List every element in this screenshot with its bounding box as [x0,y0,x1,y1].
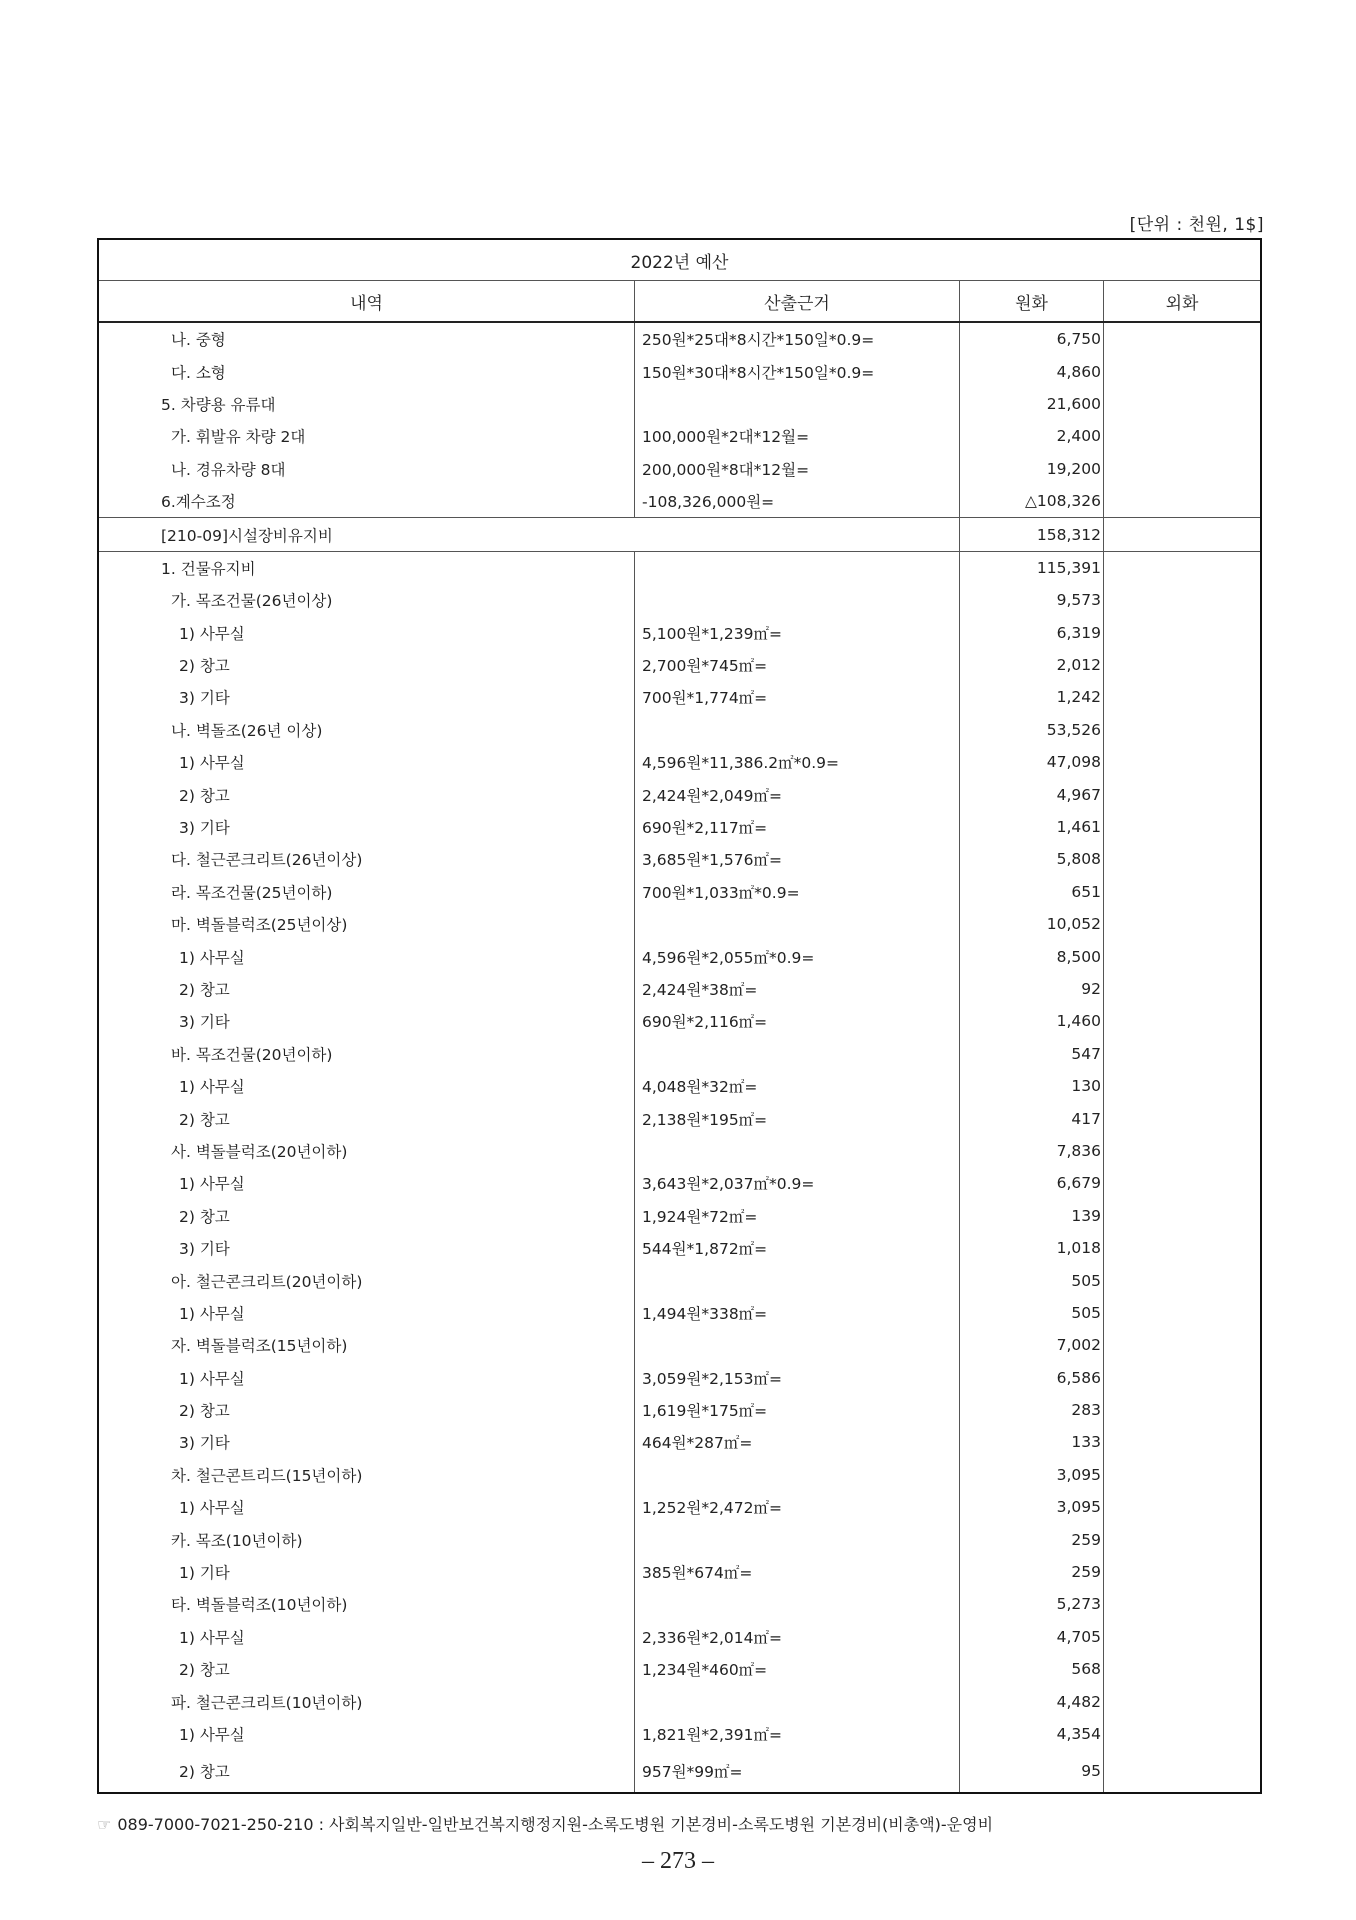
basis-cell: 2,424원*38㎡= [635,973,960,1005]
basis-cell [635,1135,960,1167]
basis-cell: 3,643원*2,037㎡*0.9= [635,1167,960,1199]
table-row [99,1750,1260,1792]
krw-cell: 259 [960,1523,1104,1555]
basis-cell [635,908,960,940]
foreign-cell [1104,649,1260,681]
item-cell: 3) 기타 [99,681,635,713]
foreign-cell [1104,1362,1260,1394]
foreign-cell [1104,681,1260,713]
krw-cell: 9,573 [960,584,1104,616]
table-row [99,1459,1260,1491]
table-row [99,388,1260,420]
section-row [99,517,1260,551]
item-cell: 3) 기타 [99,1005,635,1037]
table-body-bottom [99,552,1260,1792]
item-cell: 1) 사무실 [99,940,635,972]
krw-cell: 6,750 [960,323,1104,355]
item-cell: 나. 중형 [99,323,635,355]
table-row [99,940,1260,972]
krw-cell: 5,808 [960,843,1104,875]
basis-cell: 1,821원*2,391㎡= [635,1718,960,1750]
item-cell: 바. 목조건물(20년이하) [99,1038,635,1070]
item-cell: 2) 창고 [99,778,635,810]
foreign-cell [1104,1264,1260,1296]
table-header-row [99,281,1260,323]
krw-cell: 115,391 [960,552,1104,584]
basis-cell: 2,424원*2,049㎡= [635,778,960,810]
foreign-cell [1104,1232,1260,1264]
item-cell: 1) 사무실 [99,1167,635,1199]
krw-cell: 6,586 [960,1362,1104,1394]
basis-cell [635,1329,960,1361]
foreign-cell [1104,388,1260,420]
footnote-text: 089-7000-7021-250-210 : 사회복지일반-일반보건복지행정지원-소록도병원 기본경비-소록도병원 기본경비(비총액)-운영비 [117,1815,994,1834]
foreign-cell [1104,811,1260,843]
krw-cell: 2,400 [960,420,1104,452]
foreign-cell [1104,1491,1260,1523]
krw-cell: 547 [960,1038,1104,1070]
basis-cell [635,388,960,420]
basis-cell [635,1264,960,1296]
basis-cell: 385원*674㎡= [635,1556,960,1588]
krw-cell: 4,482 [960,1685,1104,1717]
krw-cell: 8,500 [960,940,1104,972]
table-row [99,1491,1260,1523]
table-row [99,746,1260,778]
table-row [99,811,1260,843]
table-row [99,1005,1260,1037]
basis-cell: 464원*287㎡= [635,1426,960,1458]
item-cell: 가. 목조건물(26년이상) [99,584,635,616]
foreign-cell [1104,1167,1260,1199]
foreign-cell [1104,617,1260,649]
item-cell: 2) 창고 [99,1750,635,1792]
krw-cell: 3,095 [960,1459,1104,1491]
table-row [99,617,1260,649]
item-cell: 3) 기타 [99,1232,635,1264]
krw-cell: 651 [960,876,1104,908]
item-cell: 1) 사무실 [99,1070,635,1102]
table-row [99,1556,1260,1588]
foreign-cell [1104,908,1260,940]
krw-cell: 505 [960,1264,1104,1296]
basis-cell: 4,596원*2,055㎡*0.9= [635,940,960,972]
krw-cell: 5,273 [960,1588,1104,1620]
table-row [99,876,1260,908]
item-cell: 1. 건물유지비 [99,552,635,584]
basis-cell: 200,000원*8대*12월= [635,453,960,485]
krw-cell: 10,052 [960,908,1104,940]
item-cell: 자. 벽돌블럭조(15년이하) [99,1329,635,1361]
basis-cell: 690원*2,116㎡= [635,1005,960,1037]
foreign-cell [1104,843,1260,875]
krw-cell: 568 [960,1653,1104,1685]
basis-cell: 4,048원*32㎡= [635,1070,960,1102]
foreign-cell [1104,1297,1260,1329]
foreign-cell [1104,1005,1260,1037]
section-krw: 158,312 [960,518,1104,550]
header-foreign: 외화 [1165,293,1199,314]
foreign-cell [1104,1653,1260,1685]
basis-cell [635,714,960,746]
foreign-cell [1104,420,1260,452]
pointing-hand-icon: ☞ [97,1815,112,1834]
table-row [99,1135,1260,1167]
foreign-cell [1104,1718,1260,1750]
header-krw: 원화 [960,281,1104,321]
unit-label: [단위 : 천원, 1$] [1129,215,1264,235]
item-cell: 다. 철근콘크리트(26년이상) [99,843,635,875]
basis-cell: 2,336원*2,014㎡= [635,1621,960,1653]
krw-cell: 4,967 [960,778,1104,810]
krw-cell: 47,098 [960,746,1104,778]
table-row [99,1718,1260,1750]
basis-cell: 2,138원*195㎡= [635,1102,960,1134]
item-cell: 5. 차량용 유류대 [99,388,635,420]
item-cell: 3) 기타 [99,1426,635,1458]
krw-cell: △108,326 [960,485,1104,517]
basis-cell: 5,100원*1,239㎡= [635,617,960,649]
page-number: – 273 – [642,1848,714,1874]
krw-cell: 53,526 [960,714,1104,746]
foreign-cell [1104,1459,1260,1491]
foreign-cell [1104,1070,1260,1102]
table-row [99,552,1260,584]
krw-cell: 19,200 [960,453,1104,485]
table-row [99,714,1260,746]
foreign-cell [1104,584,1260,616]
table-row [99,1297,1260,1329]
krw-cell: 1,018 [960,1232,1104,1264]
item-cell: 1) 기타 [99,1556,635,1588]
table-row [99,681,1260,713]
foreign-cell [1104,746,1260,778]
item-cell: 라. 목조건물(25년이하) [99,876,635,908]
table-row [99,1329,1260,1361]
table-row [99,1232,1260,1264]
table-row [99,1264,1260,1296]
foreign-cell [1104,1200,1260,1232]
foreign-cell [1104,973,1260,1005]
item-cell: 2) 창고 [99,1653,635,1685]
basis-cell [635,1038,960,1070]
table-row [99,1070,1260,1102]
item-cell: 아. 철근콘크리트(20년이하) [99,1264,635,1296]
item-cell: 1) 사무실 [99,1621,635,1653]
item-cell: 다. 소형 [99,355,635,387]
table-row [99,1167,1260,1199]
krw-cell: 92 [960,973,1104,1005]
table-row [99,1102,1260,1134]
foreign-cell [1104,940,1260,972]
table-row [99,1038,1260,1070]
table-row [99,649,1260,681]
table-row [99,908,1260,940]
foreign-cell [1104,1394,1260,1426]
basis-cell: 2,700원*745㎡= [635,649,960,681]
basis-cell [635,1459,960,1491]
krw-cell: 139 [960,1200,1104,1232]
item-cell: 1) 사무실 [99,1362,635,1394]
krw-cell: 1,461 [960,811,1104,843]
foreign-cell [1104,323,1260,355]
item-cell: 사. 벽돌블럭조(20년이하) [99,1135,635,1167]
table-row [99,1200,1260,1232]
table-row [99,1426,1260,1458]
krw-cell: 6,679 [960,1167,1104,1199]
krw-cell: 7,002 [960,1329,1104,1361]
item-cell: 1) 사무실 [99,617,635,649]
item-cell: 마. 벽돌블럭조(25년이상) [99,908,635,940]
item-cell: 1) 사무실 [99,746,635,778]
basis-cell: 1,494원*338㎡= [635,1297,960,1329]
basis-cell: 4,596원*11,386.2㎡*0.9= [635,746,960,778]
table-row [99,1653,1260,1685]
item-cell: 나. 벽돌조(26년 이상) [99,714,635,746]
item-cell: 2) 창고 [99,973,635,1005]
table-body-top [99,323,1260,517]
krw-cell: 1,460 [960,1005,1104,1037]
table-row [99,1523,1260,1555]
krw-cell: 4,705 [960,1621,1104,1653]
table-row [99,485,1260,517]
table-row [99,1621,1260,1653]
basis-cell [635,584,960,616]
basis-cell: 1,924원*72㎡= [635,1200,960,1232]
table-row [99,1394,1260,1426]
basis-cell: 957원*99㎡= [635,1750,960,1792]
foreign-cell [1104,1621,1260,1653]
basis-cell: 1,619원*175㎡= [635,1394,960,1426]
item-cell: 나. 경유차량 8대 [99,453,635,485]
table-row [99,420,1260,452]
foreign-cell [1104,714,1260,746]
foreign-cell [1104,1750,1260,1792]
section-foreign [1104,518,1260,550]
krw-cell: 417 [960,1102,1104,1134]
basis-cell: 544원*1,872㎡= [635,1232,960,1264]
basis-cell: 250원*25대*8시간*150일*0.9= [635,323,960,355]
item-cell: 차. 철근콘트리드(15년이하) [99,1459,635,1491]
krw-cell: 259 [960,1556,1104,1588]
item-cell: 2) 창고 [99,1394,635,1426]
table-row [99,323,1260,355]
foreign-cell [1104,1329,1260,1361]
krw-cell: 130 [960,1070,1104,1102]
basis-cell [635,552,960,584]
header-basis: 산출근거 [635,281,960,321]
foreign-cell [1104,1556,1260,1588]
krw-cell: 1,242 [960,681,1104,713]
basis-cell [635,1523,960,1555]
basis-cell: 3,685원*1,576㎡= [635,843,960,875]
krw-cell: 505 [960,1297,1104,1329]
item-cell: 1) 사무실 [99,1297,635,1329]
basis-cell [635,1588,960,1620]
table-row [99,1588,1260,1620]
foreign-cell [1104,453,1260,485]
table-row [99,355,1260,387]
krw-cell: 133 [960,1426,1104,1458]
foreign-cell [1104,1588,1260,1620]
item-cell: 6.계수조정 [99,485,635,517]
table-row [99,453,1260,485]
basis-cell: 100,000원*2대*12월= [635,420,960,452]
item-cell: 가. 휘발유 차량 2대 [99,420,635,452]
krw-cell: 3,095 [960,1491,1104,1523]
table-row [99,1362,1260,1394]
krw-cell: 95 [960,1750,1104,1792]
foreign-cell [1104,1135,1260,1167]
section-item: [210-09]시설장비유지비 [99,518,960,550]
item-cell: 1) 사무실 [99,1491,635,1523]
basis-cell: 700원*1,774㎡= [635,681,960,713]
item-cell: 파. 철근콘크리트(10년이하) [99,1685,635,1717]
item-cell: 1) 사무실 [99,1718,635,1750]
item-cell: 카. 목조(10년이하) [99,1523,635,1555]
basis-cell: 1,234원*460㎡= [635,1653,960,1685]
item-cell: 2) 창고 [99,1200,635,1232]
krw-cell: 283 [960,1394,1104,1426]
table-title: 2022년 예산 [99,240,1260,281]
item-cell: 2) 창고 [99,1102,635,1134]
table-row [99,1685,1260,1717]
table-row [99,778,1260,810]
foreign-cell [1104,778,1260,810]
foreign-cell [1104,1685,1260,1717]
basis-cell: 3,059원*2,153㎡= [635,1362,960,1394]
krw-cell: 21,600 [960,388,1104,420]
budget-table [97,238,1262,1794]
item-cell: 3) 기타 [99,811,635,843]
foreign-cell [1104,485,1260,517]
basis-cell: 150원*30대*8시간*150일*0.9= [635,355,960,387]
krw-cell: 4,860 [960,355,1104,387]
foreign-cell [1104,1426,1260,1458]
krw-cell: 2,012 [960,649,1104,681]
table-row [99,843,1260,875]
foreign-cell [1104,876,1260,908]
basis-cell: 1,252원*2,472㎡= [635,1491,960,1523]
basis-cell [635,1685,960,1717]
item-cell: 2) 창고 [99,649,635,681]
krw-cell: 7,836 [960,1135,1104,1167]
table-row [99,584,1260,616]
basis-cell: 700원*1,033㎡*0.9= [635,876,960,908]
foreign-cell [1104,355,1260,387]
header-item: 내역 [99,281,635,321]
item-cell: 타. 벽돌블럭조(10년이하) [99,1588,635,1620]
footnote [97,1812,993,1835]
krw-cell: 4,354 [960,1718,1104,1750]
foreign-cell [1104,1038,1260,1070]
basis-cell: -108,326,000원= [635,485,960,517]
foreign-cell [1104,552,1260,584]
foreign-cell [1104,1523,1260,1555]
table-row [99,973,1260,1005]
krw-cell: 6,319 [960,617,1104,649]
basis-cell: 690원*2,117㎡= [635,811,960,843]
foreign-cell [1104,1102,1260,1134]
